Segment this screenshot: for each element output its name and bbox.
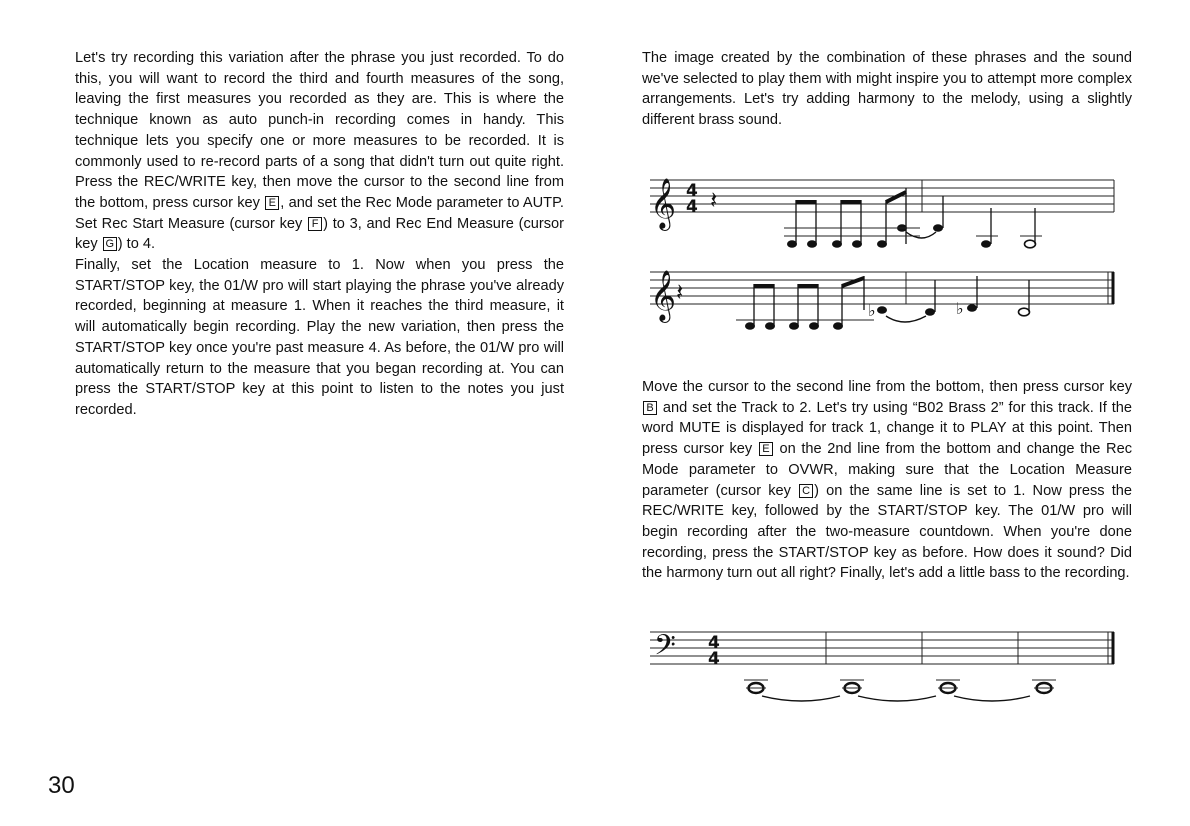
flat-icon: ♭ bbox=[956, 299, 964, 318]
right-column-body bbox=[642, 377, 1132, 584]
quarter-rest-icon: 𝄽 bbox=[710, 186, 718, 214]
cursor-key-c-icon: C bbox=[799, 484, 813, 498]
time-sig-top: 4 bbox=[708, 633, 720, 653]
cursor-key-e-icon: E bbox=[265, 196, 279, 210]
quarter-rest-icon: 𝄽 bbox=[676, 278, 684, 306]
eighth-note-group bbox=[784, 188, 920, 248]
cursor-key-g-icon: G bbox=[103, 237, 117, 251]
left-column bbox=[75, 48, 564, 421]
left-paragraph-2: Finally, set the Location measure to 1. Now when you press the START/STOP key, the 01/W pro will start playing the phrase you've already recorded, beginning at measure 1. When it reaches the third measure, it will automatically begin recording. Play the new variation, then press the START/STOP key once you're past measure 4. As before, the 01/W pro will automatically return to the measure that you began recording at. You can press the START/STOP key at this point to listen to the notes you just recorded. bbox=[75, 257, 564, 418]
right-paragraph-1: The image created by the combination of these phrases and the sound we've selected to play them with might inspire you to attempt more complex arrangements. Let's try adding harmony to the melody, using a slightly different brass sound. bbox=[642, 50, 1132, 129]
eighth-note-group bbox=[745, 276, 887, 330]
bass-clef-icon: 𝄢 bbox=[654, 629, 676, 669]
page-number: 30 bbox=[48, 772, 75, 799]
flat-icon: ♭ bbox=[868, 301, 876, 320]
right-paragraph-2: Move the cursor to the second line from the bottom, then press cursor key B and set the Track to 2. Let's try using “B02 Brass 2” for this track. If the word MUTE is displayed for track 1, change it to PLAY at this point. Then press cursor key E on the 2nd line from the bottom and change the Rec Mode parameter to OVWR, making sure that the Location Measure parameter (cursor key C ) on the same line is set to 1. Now press the REC/WRITE key, followed by the START/STOP key. The 01/W pro will begin recording after the two-measure countdown. When you're done recording, press the START/STOP key as before. How does it sound? Did the harmony turn out all right? Finally, let's add a little bass to the recording. bbox=[642, 379, 1132, 582]
treble-clef-icon: 𝄞 bbox=[650, 178, 677, 229]
right-column-intro bbox=[642, 48, 1132, 131]
treble-staff-1 bbox=[650, 178, 1114, 248]
cursor-key-b-icon: B bbox=[643, 401, 657, 415]
treble-staff-2 bbox=[650, 270, 1114, 330]
time-sig-top: 4 bbox=[686, 181, 698, 201]
cursor-key-f-icon: F bbox=[308, 217, 322, 231]
treble-clef-icon: 𝄞 bbox=[650, 270, 677, 321]
whole-note-group bbox=[744, 680, 1056, 701]
left-paragraph-1: Let's try recording this variation after the phrase you just recorded. To do this, you will want to record the third and fourth measures of the song, leaving the first measures you recorded as they are. This is where the technique known as auto punch-in recording comes in handy. This technique lets you specify one or more measures to be recorded. It is commonly used to re-record parts of a song that didn't turn out quite right. Press the REC/WRITE key, then move the cursor to the second line from the bottom, press cursor key E , and set the Rec Mode parameter to AUTP. Set Rec Start Measure (cursor key F ) to 3, and Rec End Measure (cursor key G ) to 4. bbox=[75, 50, 564, 253]
time-sig-bottom: 4 bbox=[708, 649, 720, 669]
time-sig-bottom: 4 bbox=[686, 197, 698, 217]
cursor-key-e-icon: E bbox=[759, 442, 773, 456]
treble-score bbox=[642, 160, 1122, 355]
bass-score bbox=[642, 620, 1122, 715]
